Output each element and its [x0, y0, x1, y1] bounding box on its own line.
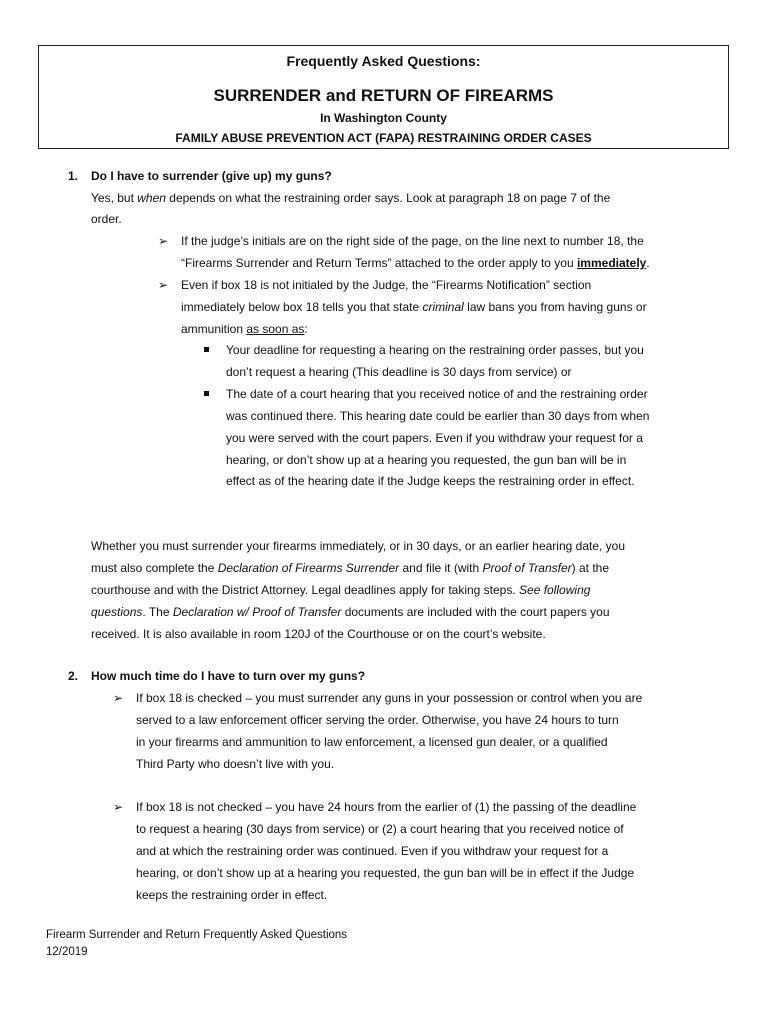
arrow-bullet-icon: ➢ — [158, 234, 169, 248]
page-title: SURRENDER and RETURN OF FIREARMS — [213, 86, 554, 105]
question-1-number: 1. — [68, 169, 79, 183]
question-2-heading: How much time do I have to turn over my guns? — [91, 669, 366, 683]
arrow-bullet-icon: ➢ — [158, 278, 169, 292]
q2-bullet-1-line-1: If box 18 is checked – you must surrender any guns in your possession or control when you are — [136, 691, 643, 705]
square-bullet-icon — [204, 391, 209, 396]
para-line-5: received. It is also available in room 120J of the Courthouse or on the court’s website. — [91, 627, 546, 641]
question-1-heading: Do I have to surrender (give up) my guns? — [91, 169, 332, 183]
q1-answer-line-1: Yes, but when depends on what the restraining order says. Look at paragraph 18 on page 7 of the — [91, 191, 611, 205]
footer-title: Firearm Surrender and Return Frequently Asked Questions — [46, 929, 348, 941]
q1-sub-2-line-3: you were served with the court papers. Even if you withdraw your request for a — [226, 431, 643, 445]
arrow-bullet-icon: ➢ — [113, 800, 124, 814]
para-line-4: questions. The Declaration w/ Proof of Transfer documents are included with the court papers you — [91, 605, 610, 619]
para-line-2: must also complete the Declaration of Firearms Surrender and file it (with Proof of Transfer) at the — [91, 561, 610, 575]
q2-bullet-1-line-4: Third Party who doesn’t live with you. — [136, 757, 335, 771]
square-bullet-icon — [204, 347, 209, 352]
q1-answer-line-2: order. — [91, 212, 122, 226]
q2-bullet-2-line-3: and at which the restraining order was continued. Even if you withdraw your request for a — [136, 844, 609, 858]
county-subtitle: In Washington County — [320, 111, 447, 125]
arrow-bullet-icon: ➢ — [113, 691, 124, 705]
q2-bullet-2-line-5: keeps the restraining order in effect. — [136, 888, 328, 902]
q1-bullet-2-line-3: ammunition as soon as: — [181, 322, 308, 336]
q2-bullet-1-line-3: in your firearms and ammunition to law enforcement, a licensed gun dealer, or a qualified — [136, 735, 608, 749]
q1-bullet-2-line-1: Even if box 18 is not initialed by the Judge, the “Firearms Notification” section — [181, 278, 592, 292]
q1-sub-1-line-1: Your deadline for requesting a hearing on the restraining order passes, but you — [226, 343, 644, 357]
q1-sub-1-line-2: don’t request a hearing (This deadline is 30 days from service) or — [226, 365, 572, 379]
footer-date: 12/2019 — [46, 946, 88, 958]
q1-sub-2-line-4: hearing, or don’t show up at a hearing you requested, the gun ban will be in — [226, 453, 627, 467]
q1-bullet-2-line-2: immediately below box 18 tells you that state criminal law bans you from having guns or — [181, 300, 647, 314]
q2-bullet-2-line-1: If box 18 is not checked – you have 24 hours from the earlier of (1) the passing of the deadline — [136, 800, 637, 814]
question-2-number: 2. — [68, 669, 79, 683]
q1-sub-2-line-5: effect as of the hearing date if the Judge keeps the restraining order in effect. — [226, 474, 635, 488]
q1-bullet-1-line-1: If the judge’s initials are on the right side of the page, on the line next to number 18, the — [181, 234, 644, 248]
q2-bullet-2-line-2: to request a hearing (30 days from service) or (2) a court hearing that you received notice of — [136, 822, 624, 836]
faq-heading: Frequently Asked Questions: — [286, 53, 481, 69]
q1-sub-2-line-2: was continued there. This hearing date could be earlier than 30 days from when — [226, 409, 650, 423]
q1-bullet-1-line-2: “Firearms Surrender and Return Terms” attached to the order apply to you immediately. — [181, 256, 650, 270]
para-line-3: courthouse and with the District Attorney. Legal deadlines apply for taking steps. See following — [91, 583, 591, 597]
q2-bullet-1-line-2: served to a law enforcement officer serving the order. Otherwise, you have 24 hours to turn — [136, 713, 619, 727]
para-line-1: Whether you must surrender your firearms immediately, or in 30 days, or an earlier hearing date, you — [91, 539, 626, 553]
header-box — [38, 45, 729, 149]
q2-bullet-2-line-4: hearing, or don’t show up at a hearing you requested, the gun ban will be in effect if the Judge — [136, 866, 635, 880]
act-subtitle: FAMILY ABUSE PREVENTION ACT (FAPA) RESTRAINING ORDER CASES — [175, 131, 592, 145]
q1-sub-2-line-1: The date of a court hearing that you received notice of and the restraining order — [226, 387, 648, 401]
